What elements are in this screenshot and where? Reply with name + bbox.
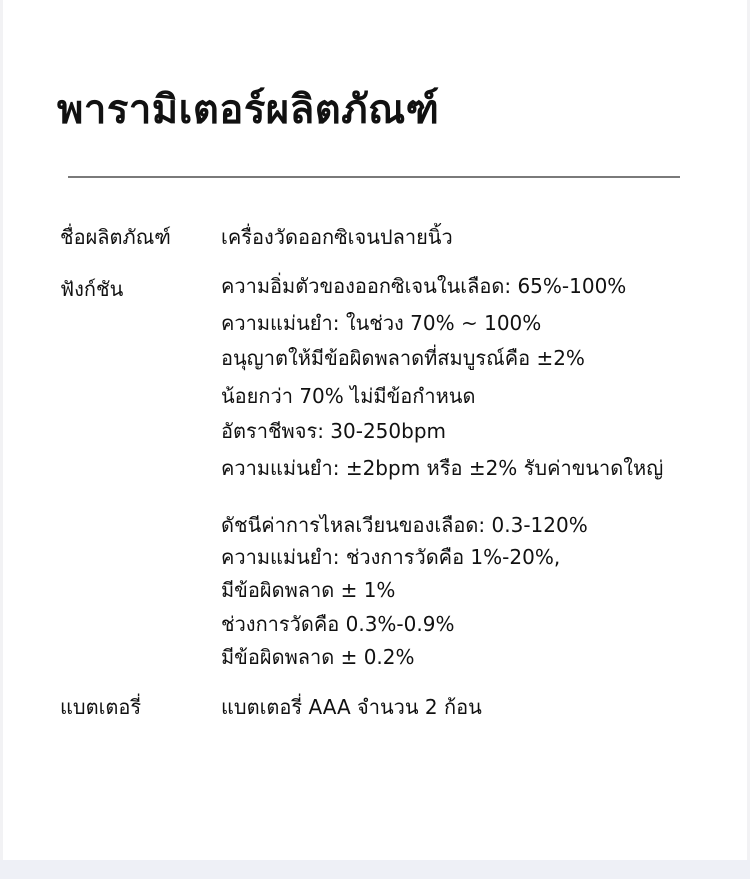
bottom-band [0, 860, 750, 879]
function-line: ความอิ่มตัวของออกซิเจนในเลือด: 65%-100% [221, 274, 627, 298]
function-line: ความแม่นยำ: ±2bpm หรือ ±2% รับค่าขนาดใหญ่ [221, 456, 664, 480]
function-line: ความแม่นยำ: ในช่วง 70% ~ 100% [221, 311, 542, 335]
function-line: น้อยกว่า 70% ไม่มีข้อกำหนด [221, 384, 476, 408]
battery-value: แบตเตอรี่ AAA จำนวน 2 ก้อน [221, 695, 482, 719]
page-title: พารามิเตอร์ผลิตภัณฑ์ [57, 87, 440, 133]
function-label: ฟังก์ชัน [60, 277, 124, 301]
function-line: อัตราชีพจร: 30-250bpm [221, 419, 446, 443]
function-line: อนุญาตให้มีข้อผิดพลาดที่สมบูรณ์คือ ±2% [221, 346, 585, 370]
title-divider [68, 176, 680, 178]
product-name-label: ชื่อผลิตภัณฑ์ [60, 225, 171, 249]
product-name-value: เครื่องวัดออกซิเจนปลายนิ้ว [221, 225, 453, 249]
function-line: มีข้อผิดพลาด ± 1% [221, 578, 396, 602]
function-line: ดัชนีค่าการไหลเวียนของเลือด: 0.3-120% [221, 513, 588, 537]
battery-label: แบตเตอรี่ [60, 695, 142, 719]
function-line: ความแม่นยำ: ช่วงการวัดคือ 1%-20%, [221, 545, 561, 569]
left-edge-shade [0, 0, 3, 879]
function-line: มีข้อผิดพลาด ± 0.2% [221, 645, 415, 669]
function-line: ช่วงการวัดคือ 0.3%-0.9% [221, 612, 455, 636]
